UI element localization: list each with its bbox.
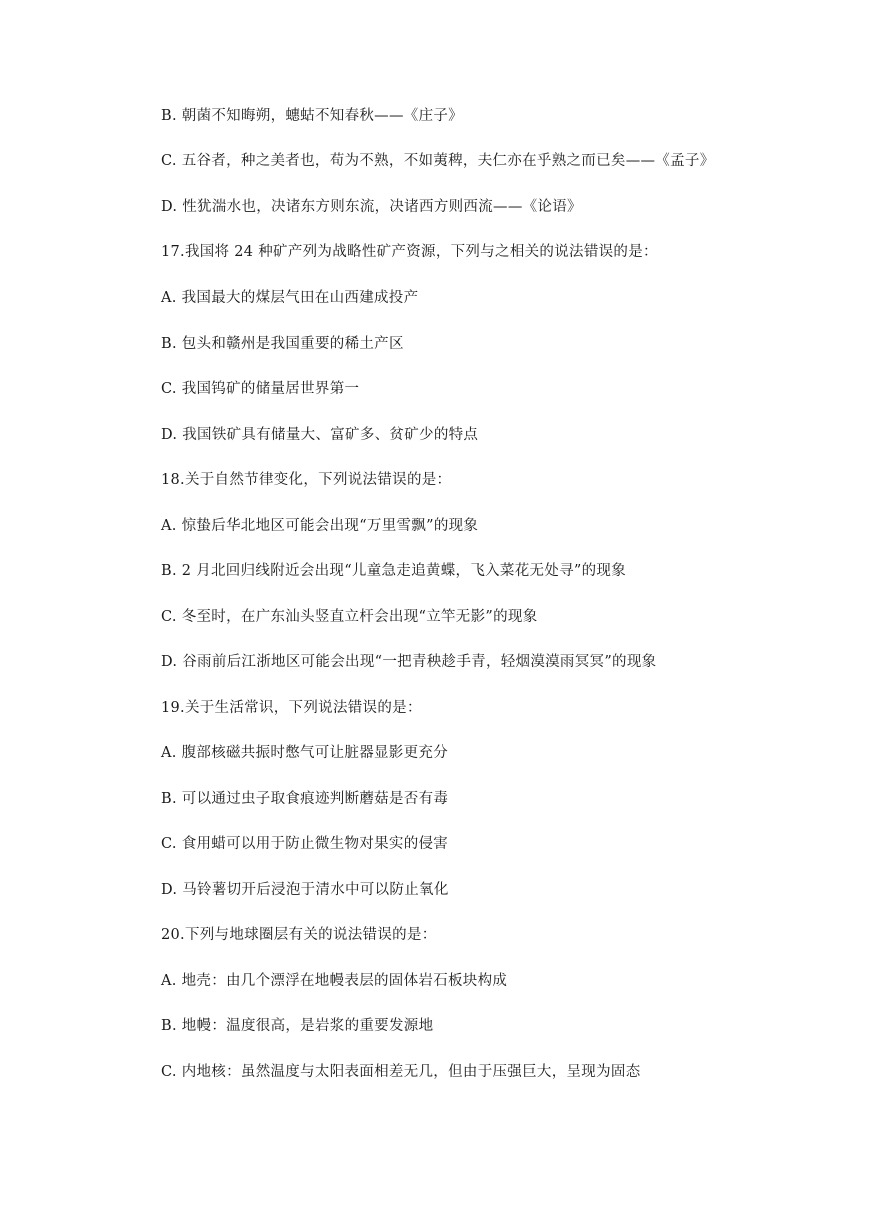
q17-option-b: B. 包头和赣州是我国重要的稀土产区 bbox=[161, 336, 404, 352]
q16-option-c: C. 五谷者，种之美者也，苟为不熟，不如荑稗，夫仁亦在乎熟之而已矣——《孟子》 bbox=[161, 153, 715, 169]
q19-option-d: D. 马铃薯切开后浸泡于清水中可以防止氧化 bbox=[161, 882, 449, 898]
q17-stem: 17.我国将 24 种矿产列为战略性矿产资源，下列与之相关的说法错误的是： bbox=[161, 244, 658, 260]
q20-option-b: B. 地幔：温度很高，是岩浆的重要发源地 bbox=[161, 1018, 434, 1034]
q17-option-a: A. 我国最大的煤层气田在山西建成投产 bbox=[161, 290, 419, 306]
q18-option-a: A. 惊蛰后华北地区可能会出现“万里雪飘”的现象 bbox=[161, 518, 479, 534]
q16-option-b: B. 朝菌不知晦朔，蟪蛄不知春秋——《庄子》 bbox=[161, 108, 463, 124]
q20-option-a: A. 地壳：由几个漂浮在地幔表层的固体岩石板块构成 bbox=[161, 973, 508, 989]
q17-option-d: D. 我国铁矿具有储量大、富矿多、贫矿少的特点 bbox=[161, 427, 479, 443]
q20-stem: 20.下列与地球圈层有关的说法错误的是： bbox=[161, 927, 437, 943]
q18-stem: 18.关于自然节律变化，下列说法错误的是： bbox=[161, 472, 452, 488]
q20-option-c: C. 内地核：虽然温度与太阳表面相差无几，但由于压强巨大，呈现为固态 bbox=[161, 1064, 641, 1080]
q18-option-d: D. 谷雨前后江浙地区可能会出现“一把青秧趁手青，轻烟漠漠雨冥冥”的现象 bbox=[161, 654, 657, 670]
q19-option-a: A. 腹部核磁共振时憋气可让脏器显影更充分 bbox=[161, 745, 448, 761]
q17-option-c: C. 我国钨矿的储量居世界第一 bbox=[161, 381, 360, 397]
q19-stem: 19.关于生活常识，下列说法错误的是： bbox=[161, 700, 422, 716]
q18-option-b: B. 2 月北回归线附近会出现“儿童急走追黄蝶，飞入菜花无处寻”的现象 bbox=[161, 563, 627, 579]
q18-option-c: C. 冬至时，在广东汕头竖直立杆会出现“立竿无影”的现象 bbox=[161, 609, 538, 625]
q19-option-b: B. 可以通过虫子取食痕迹判断蘑菇是否有毒 bbox=[161, 791, 449, 807]
q19-option-c: C. 食用蜡可以用于防止微生物对果实的侵害 bbox=[161, 836, 449, 852]
q16-option-d: D. 性犹湍水也，决诸东方则东流，决诸西方则西流——《论语》 bbox=[161, 199, 582, 215]
